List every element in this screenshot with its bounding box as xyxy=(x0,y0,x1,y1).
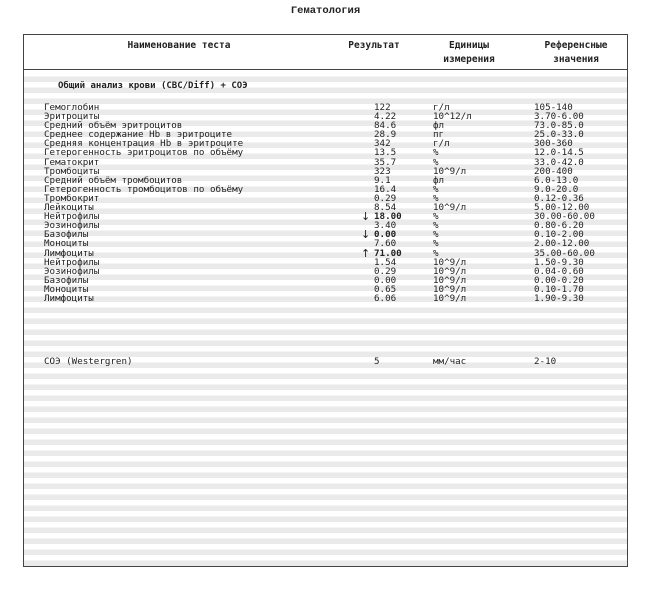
test-name: Базофилы xyxy=(44,274,89,286)
test-reference: 3.70-6.00 xyxy=(534,111,584,123)
esr-row-container xyxy=(24,357,627,366)
test-result: 8.54 xyxy=(374,202,397,214)
column-header-reference xyxy=(524,39,628,67)
test-unit: % xyxy=(433,156,439,168)
test-reference: 0.04-0.60 xyxy=(534,265,584,277)
test-result: 13.5 xyxy=(374,147,397,159)
test-unit: % xyxy=(433,147,439,159)
test-reference: 12.0-14.5 xyxy=(534,147,584,159)
test-reference: 2-10 xyxy=(534,356,557,367)
test-unit: % xyxy=(433,183,439,195)
results-rows xyxy=(24,103,627,303)
test-result: 9.1 xyxy=(374,174,391,186)
test-reference: 35.00-60.00 xyxy=(534,247,595,259)
test-reference: 73.0-85.0 xyxy=(534,120,584,132)
test-reference: 0.12-0.36 xyxy=(534,192,584,204)
test-result: 28.9 xyxy=(374,129,397,141)
test-name: Средний объём эритроцитов xyxy=(44,120,183,132)
table-row-esr xyxy=(24,357,627,366)
column-header-units-line2: измерения xyxy=(443,54,495,65)
column-header-result: Результат xyxy=(348,40,400,51)
section-title: Общий анализ крови (CBC/Diff) + СОЭ xyxy=(58,81,248,91)
column-header-name: Наименование теста xyxy=(127,40,231,51)
page-title: Гематология xyxy=(290,5,361,17)
test-reference: 0.10-2.00 xyxy=(534,229,584,241)
test-name: Гетерогенность тромбоцитов по объёму xyxy=(44,183,244,195)
test-result: 1.54 xyxy=(374,256,397,268)
test-reference: 0.10-1.70 xyxy=(534,283,584,295)
test-name: Среднее содержание Hb в эритроците xyxy=(44,129,233,141)
test-unit: 10^9/л xyxy=(433,256,467,268)
flag-icon: ↓ xyxy=(361,210,371,224)
test-reference: 33.0-42.0 xyxy=(534,156,584,168)
test-unit: % xyxy=(433,192,439,204)
test-unit: % xyxy=(433,220,439,232)
table-row xyxy=(24,294,627,303)
test-reference: 0.00-0.20 xyxy=(534,274,584,286)
results-table xyxy=(23,34,628,567)
test-reference: 0.80-6.20 xyxy=(534,220,584,232)
column-header-units-line1: Единицы xyxy=(448,40,490,51)
test-unit: пг xyxy=(433,129,445,141)
test-name: Гетерогенность эритроцитов по объёму xyxy=(44,147,244,159)
test-unit: 10^9/л xyxy=(433,292,467,304)
test-unit: % xyxy=(433,238,439,250)
test-name: Средний объём тромбоцитов xyxy=(44,174,183,186)
test-name: Лимфоциты xyxy=(44,247,94,259)
column-header-reference-line1: Референсные xyxy=(544,40,608,51)
test-result: 4.22 xyxy=(374,111,397,123)
test-name: Гемоглобин xyxy=(44,102,100,113)
test-result: 6.06 xyxy=(374,292,397,304)
test-result: 5 xyxy=(374,356,380,367)
test-unit: фл xyxy=(433,174,445,186)
test-name: Моноциты xyxy=(44,238,89,250)
test-reference: 9.0-20.0 xyxy=(534,183,579,195)
test-reference: 1.90-9.30 xyxy=(534,292,584,304)
test-unit: г/л xyxy=(433,138,450,150)
test-name: Лимфоциты xyxy=(44,292,94,304)
test-unit: фл xyxy=(433,120,445,132)
test-name: Средняя концентрация Hb в эритроците xyxy=(44,138,244,150)
test-result: 0.29 xyxy=(374,265,397,277)
test-name: Лейкоциты xyxy=(44,202,94,214)
test-result: 84.6 xyxy=(374,120,397,132)
test-result: 3.40 xyxy=(374,220,397,232)
test-name: Нейтрофилы xyxy=(44,256,100,268)
test-unit: % xyxy=(433,247,439,259)
test-name: Эозинофилы xyxy=(44,265,100,277)
test-unit: г/л xyxy=(433,102,450,113)
test-result: 323 xyxy=(374,165,391,177)
column-header-units xyxy=(419,39,519,67)
test-reference: 30.00-60.00 xyxy=(534,211,595,223)
test-result: 0.00 xyxy=(374,229,397,241)
test-unit: % xyxy=(433,229,439,241)
test-result: 0.29 xyxy=(374,192,397,204)
test-unit: мм/час xyxy=(433,356,467,367)
test-unit: 10^9/л xyxy=(433,202,467,214)
test-reference: 2.00-12.00 xyxy=(534,238,590,250)
test-name: Тромбоциты xyxy=(44,165,100,177)
test-reference: 6.0-13.0 xyxy=(534,174,579,186)
test-result: 18.00 xyxy=(374,211,402,223)
test-name: СОЭ (Westergren) xyxy=(44,356,133,367)
test-result: 342 xyxy=(374,138,391,150)
column-header-reference-line2: значения xyxy=(553,54,599,65)
test-unit: 10^9/л xyxy=(433,265,467,277)
test-name: Тромбокрит xyxy=(44,192,100,204)
test-result: 122 xyxy=(374,102,391,113)
test-name: Гематокрит xyxy=(44,156,100,168)
test-reference: 25.0-33.0 xyxy=(534,129,584,141)
test-name: Эозинофилы xyxy=(44,220,100,232)
flag-icon: ↑ xyxy=(361,246,371,260)
test-reference: 300-360 xyxy=(534,138,573,150)
test-reference: 105-140 xyxy=(534,102,573,113)
test-result: 7.60 xyxy=(374,238,397,250)
test-unit: 10^9/л xyxy=(433,283,467,295)
test-result: 0.65 xyxy=(374,283,397,295)
test-name: Нейтрофилы xyxy=(44,211,100,223)
test-name: Эритроциты xyxy=(44,111,100,123)
test-unit: 10^12/л xyxy=(433,111,472,123)
test-result: 0.00 xyxy=(374,274,397,286)
test-unit: 10^9/л xyxy=(433,165,467,177)
test-unit: % xyxy=(433,211,439,223)
test-result: 16.4 xyxy=(374,183,397,195)
test-reference: 200-400 xyxy=(534,165,573,177)
table-header xyxy=(24,35,627,70)
test-reference: 5.00-12.00 xyxy=(534,202,590,214)
test-name: Базофилы xyxy=(44,229,89,241)
test-unit: 10^9/л xyxy=(433,274,467,286)
test-reference: 1.50-9.30 xyxy=(534,256,584,268)
test-result: 71.00 xyxy=(374,247,402,259)
test-result: 35.7 xyxy=(374,156,397,168)
test-name: Моноциты xyxy=(44,283,89,295)
flag-icon: ↓ xyxy=(361,228,371,242)
